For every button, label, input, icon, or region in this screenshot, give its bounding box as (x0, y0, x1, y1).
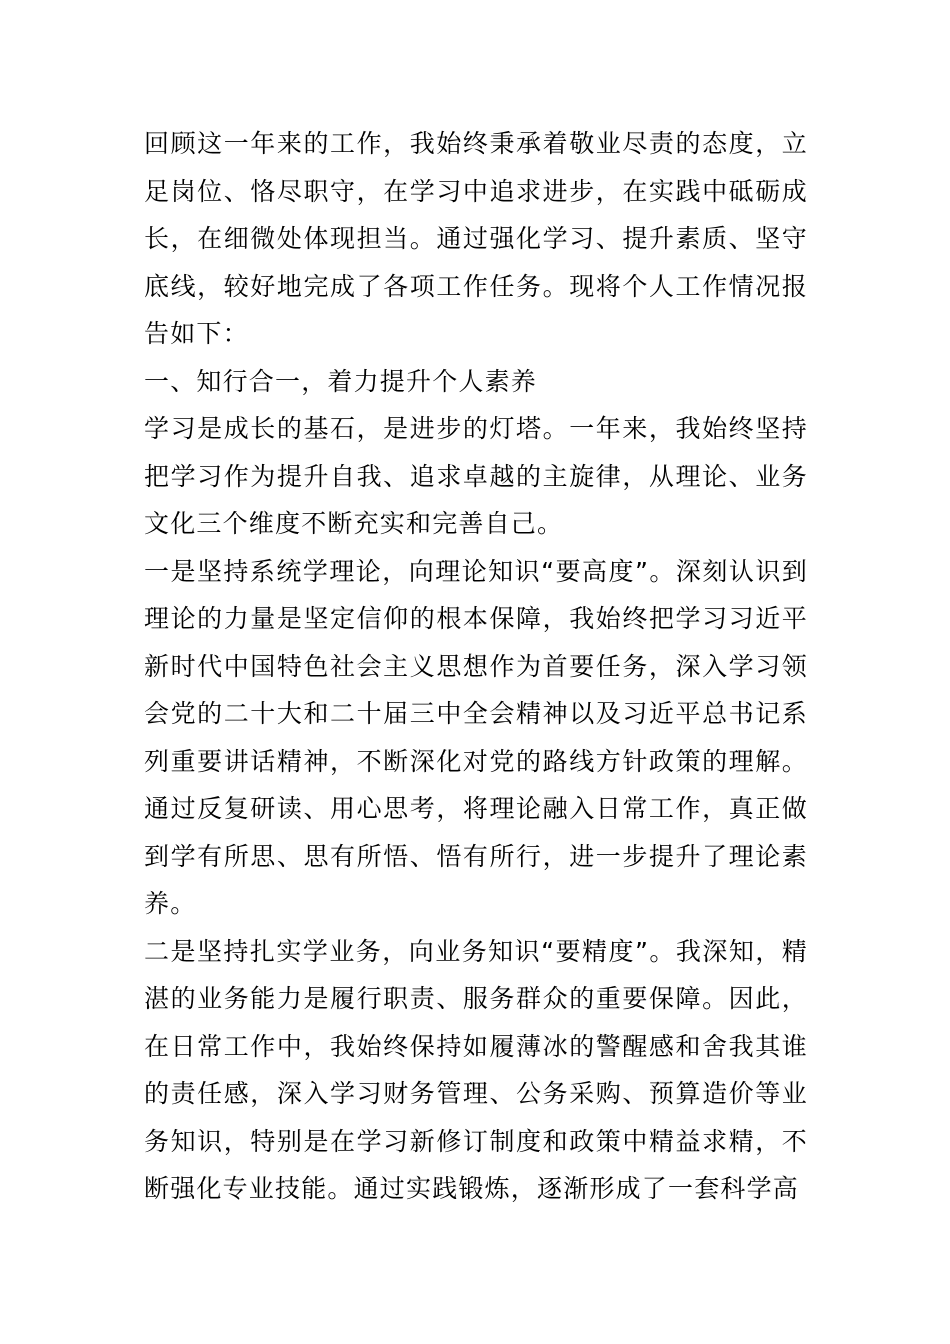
section-intro-paragraph: 学习是成长的基石，是进步的灯塔。一年来，我始终坚持把学习作为提升自我、追求卓越的主旋律，从理论、业务文化三个维度不断充实和完善自己。 (144, 414, 808, 538)
document-body (144, 120, 808, 1213)
intro-paragraph: 回顾这一年来的工作，我始终秉承着敬业尽责的态度，立足岗位、恪尽职守，在学习中追求进步，在实践中砥砺成长，在细微处体现担当。通过强化学习、提升素质、坚守底线，较好地完成了各项工作任务。现将个人工作情况报告如下： (144, 129, 808, 348)
business-study-paragraph: 二是坚持扎实学业务，向业务知识“要精度”。我深知，精湛的业务能力是履行职责、服务群众的重要保障。因此，在日常工作中，我始终保持如履薄冰的警醒感和舍我其谁的责任感，深入学习财务管理、公务采购、预算造价等业务知识，特别是在学习新修订制度和政策中精益求精，不断强化专业技能。通过实践锻炼，逐渐形成了一套科学高 (144, 936, 808, 1203)
theory-study-paragraph: 一是坚持系统学理论，向理论知识“要高度”。深刻认识到理论的力量是坚定信仰的根本保障，我始终把学习习近平新时代中国特色社会主义思想作为首要任务，深入学习领会党的二十大和二十届三中全会精神以及习近平总书记系列重要讲话精神，不断深化对党的路线方针政策的理解。通过反复研读、用心思考，将理论融入日常工作，真正做到学有所思、思有所悟、悟有所行，进一步提升了理论素养。 (144, 556, 808, 918)
section-heading: 一、知行合一，着力提升个人素养 (144, 366, 538, 396)
